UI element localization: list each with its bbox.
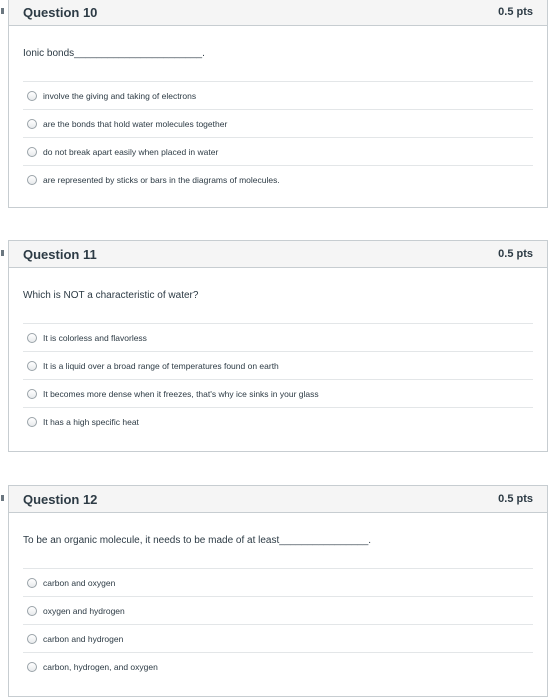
question-body	[9, 26, 547, 193]
question-title: Question 10	[23, 4, 98, 20]
question-title: Question 12	[23, 491, 98, 507]
answer-option[interactable]	[23, 82, 533, 110]
radio-button[interactable]	[27, 147, 37, 157]
question-12-card	[8, 485, 548, 697]
answer-option[interactable]	[23, 625, 533, 653]
answer-label: carbon and hydrogen	[43, 633, 124, 644]
answer-list	[23, 324, 533, 435]
answer-label: It is a liquid over a broad range of temperatures found on earth	[43, 360, 279, 371]
question-text: To be an organic molecule, it needs to be made of at least________________.	[23, 513, 533, 569]
radio-button[interactable]	[27, 361, 37, 371]
radio-button[interactable]	[27, 91, 37, 101]
answer-label: involve the giving and taking of electrons	[43, 90, 197, 101]
radio-button[interactable]	[27, 119, 37, 129]
answer-label: are the bonds that hold water molecules together	[43, 118, 228, 129]
answer-label: are represented by sticks or bars in the diagrams of molecules.	[43, 174, 280, 185]
answer-option[interactable]	[23, 352, 533, 380]
question-points: 0.5 pts	[498, 493, 533, 505]
answer-option[interactable]	[23, 380, 533, 408]
answer-label: carbon, hydrogen, and oxygen	[43, 661, 158, 672]
question-body	[9, 268, 547, 435]
question-header	[9, 241, 547, 268]
question-11-card	[8, 240, 548, 452]
question-text: Ionic bonds_______________________.	[23, 26, 533, 82]
answer-label: It becomes more dense when it freezes, that's why ice sinks in your glass	[43, 388, 319, 399]
radio-button[interactable]	[27, 662, 37, 672]
question-points: 0.5 pts	[498, 6, 533, 18]
question-header	[9, 0, 547, 26]
answer-option[interactable]	[23, 110, 533, 138]
radio-button[interactable]	[27, 389, 37, 399]
question-points: 0.5 pts	[498, 248, 533, 260]
question-body	[9, 513, 547, 680]
radio-button[interactable]	[27, 417, 37, 427]
answer-list	[23, 569, 533, 680]
radio-button[interactable]	[27, 634, 37, 644]
radio-button[interactable]	[27, 606, 37, 616]
answer-option[interactable]	[23, 408, 533, 435]
question-marker	[1, 8, 4, 14]
radio-button[interactable]	[27, 333, 37, 343]
answer-label: It is colorless and flavorless	[43, 332, 147, 343]
answer-option[interactable]	[23, 569, 533, 597]
question-marker	[1, 250, 4, 256]
answer-label: oxygen and hydrogen	[43, 605, 125, 616]
question-header	[9, 486, 547, 513]
answer-list	[23, 82, 533, 193]
answer-label: carbon and oxygen	[43, 577, 116, 588]
question-marker	[1, 495, 4, 501]
radio-button[interactable]	[27, 578, 37, 588]
answer-label: do not break apart easily when placed in water	[43, 146, 219, 157]
answer-option[interactable]	[23, 138, 533, 166]
answer-option[interactable]	[23, 653, 533, 680]
answer-label: It has a high specific heat	[43, 416, 139, 427]
question-10-card	[8, 0, 548, 208]
answer-option[interactable]	[23, 597, 533, 625]
question-title: Question 11	[23, 246, 97, 262]
answer-option[interactable]	[23, 324, 533, 352]
question-text: Which is NOT a characteristic of water?	[23, 268, 533, 324]
radio-button[interactable]	[27, 175, 37, 185]
answer-option[interactable]	[23, 166, 533, 193]
